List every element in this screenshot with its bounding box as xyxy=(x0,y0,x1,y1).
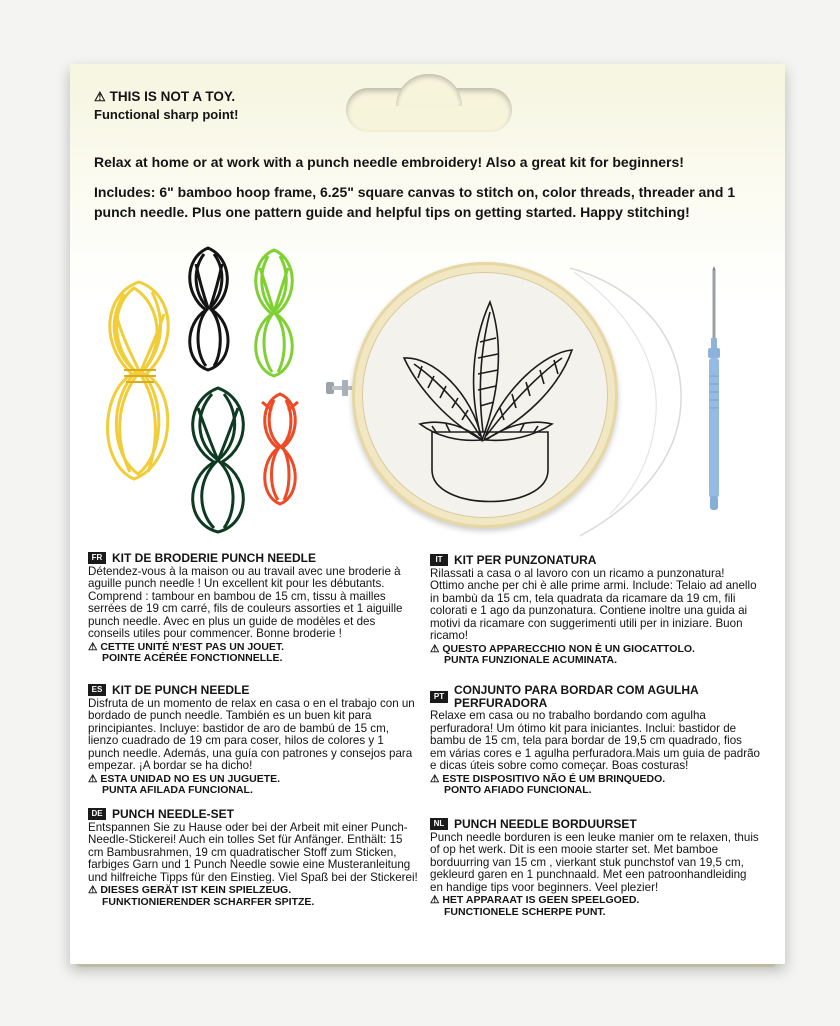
lang-block-it xyxy=(430,554,760,667)
lang-body-de: Entspannen Sie zu Hause oder bei der Arbeit mit einer Punch-Needle-Stickerei! Auch ein tolles Set für Anfänger. Enthält: 15 cm Bambusrahmen, 19 cm quadratischer Stoff zum Sticken, farbiges Garn und 1 Punch Needle sowie eine Musteranleitung und hilfreiche Tipps für den Einstieg. Viel Spaß bei der Stickerei! xyxy=(88,820,418,884)
lang-body-fr: Détendez-vous à la maison ou au travail avec une broderie à aguille punch needle ! Un excellent kit pour les débutants. Comprend : tambour en bambou de 15 cm, tissu à mailles serrées de 19 cm carré, fils de couleurs assorties et 1 aiguille punch needle. Avec en plus un guide de modèles et des conseils utiles pour commencer. Bonne broderie ! xyxy=(88,564,403,640)
lang-warning-es: ⚠ ESTA UNIDAD NO ES UN JUGUETE. PUNTA AFILADA FUNCIONAL. xyxy=(88,772,281,796)
warning-triangle-icon: ⚠ xyxy=(88,772,101,785)
lang-title-nl: PUNCH NEEDLE BORDUURSET xyxy=(454,817,637,831)
lang-warning-fr: ⚠ CETTE UNITÉ N'EST PAS UN JOUET. POINTE ACÉRÉE FONCTIONNELLE. xyxy=(88,640,285,664)
black-thread-skein xyxy=(178,244,240,374)
lang-warning-pt: ⚠ ESTE DISPOSITIVO NÃO É UM BRINQUEDO. PONTO AFIADO FUNCIONAL. xyxy=(430,772,666,796)
orange-thread-skein xyxy=(254,390,308,508)
lang-code-nl: NL xyxy=(430,818,448,830)
green-thread-skein xyxy=(244,246,304,380)
lang-body-it: Rilassati a casa o al lavoro con un ricamo a punzonatura! Ottimo anche per chi è alle prime armi. Include: Telaio ad anello in bambù da 15 cm, tela quadrata da ricamare da 19 cm, fili colorati e 1 ago da punzonatura. Contiene inoltre una guida ai motivi da ricamare con suggerimenti utili per in iniziare. Buon ricamo! xyxy=(430,566,757,642)
warning-triangle-icon: ⚠ xyxy=(88,884,101,896)
lang-block-pt xyxy=(430,684,760,797)
yellow-thread-skein xyxy=(94,274,184,484)
top-warning-line2: Functional sharp point! xyxy=(94,107,239,122)
top-warning xyxy=(94,88,238,124)
lang-title-pt: CONJUNTO PARA BORDAR COM AGULHA PERFURADORA xyxy=(454,683,699,710)
lang-block-fr xyxy=(88,552,418,665)
warning-triangle-icon: ⚠ xyxy=(430,772,443,785)
lang-block-de xyxy=(88,808,418,908)
lang-code-fr: FR xyxy=(88,552,106,564)
lang-block-es xyxy=(88,684,418,797)
lang-code-de: DE xyxy=(88,808,106,820)
lang-warning-it: ⚠ QUESTO APPARECCHIO NON È UN GIOCATTOLO. PUNTA FUNZIONALE ACUMINATA. xyxy=(430,642,695,666)
lang-body-nl: Punch needle borduren is een leuke manier om te relaxen, thuis of op het werk. Dit is een mooie starter set. Met bamboe borduurring van 15 cm , vierkant stuk punchstof van 19,5 cm, gekleurd garen en 1 punchnaald. Met een patroonhandleiding en handige tips voor beginners. Veel plezier! xyxy=(430,830,759,894)
packaging-card xyxy=(70,64,785,964)
lang-code-es: ES xyxy=(88,684,106,696)
warning-triangle-icon: ⚠ xyxy=(430,642,443,655)
lang-title-es: KIT DE PUNCH NEEDLE xyxy=(112,683,250,697)
lang-title-de: PUNCH NEEDLE-SET xyxy=(112,807,235,821)
lang-body-es: Disfruta de un momento de relax en casa o en el trabajo con un bordado de punch needle. También es un buen kit para principiantes. Incluye: bastidor de aro de bambú de 15 cm, lienzo cuadrado de 19 cm para coser, hilos de colores y 1 punch needle. Además, una guía con patrones y consejos para empezar. ¡A bordar se ha dicho! xyxy=(88,696,415,772)
intro-paragraph-1: Relax at home or at work with a punch needle embroidery! Also a great kit for beginners! xyxy=(94,154,684,170)
intro-paragraph-2: Includes: 6" bamboo hoop frame, 6.25" square canvas to stitch on, color threads, threader and 1 punch needle. Plus one pattern guide and helpful tips on getting started. Happy stitching! xyxy=(94,184,736,220)
lang-title-it: KIT PER PUNZONATURA xyxy=(454,553,597,567)
lang-block-nl xyxy=(430,818,760,918)
threader-wire xyxy=(560,264,690,544)
lang-title-fr: KIT DE BRODERIE PUNCH NEEDLE xyxy=(112,551,317,565)
warning-triangle-icon: ⚠ xyxy=(430,894,443,906)
warning-triangle-icon: ⚠ xyxy=(94,89,106,104)
punch-needle-tool xyxy=(702,266,726,516)
hang-hole xyxy=(346,88,512,132)
kit-contents-image xyxy=(70,244,785,564)
lang-code-pt: PT xyxy=(430,691,448,703)
warning-triangle-icon: ⚠ xyxy=(88,640,101,653)
top-warning-line1: THIS IS NOT A TOY. xyxy=(109,89,236,104)
dark-green-thread-skein xyxy=(178,384,258,534)
intro-text xyxy=(94,152,774,232)
lang-code-it: IT xyxy=(430,554,448,566)
lang-warning-de: ⚠ DIESES GERÄT IST KEIN SPIELZEUG. FUNKTIONIERENDER SCHARFER SPITZE. xyxy=(88,884,315,908)
lang-warning-nl: ⚠ HET APPARAAT IS GEEN SPEELGOED. FUNCTIONELE SCHERPE PUNT. xyxy=(430,894,640,918)
lang-body-pt: Relaxe em casa ou no trabalho bordando com agulha perfuradora! Um ótimo kit para iniciantes. Inclui: bastidor de bambu de 15 cm, tela para bordar de 19,5 cm quadrado, fios em várias cores e 1 agulha perfuradora.Mais um guia de padrão e dicas úteis sobre como começar. Boas costuras! xyxy=(430,709,760,772)
